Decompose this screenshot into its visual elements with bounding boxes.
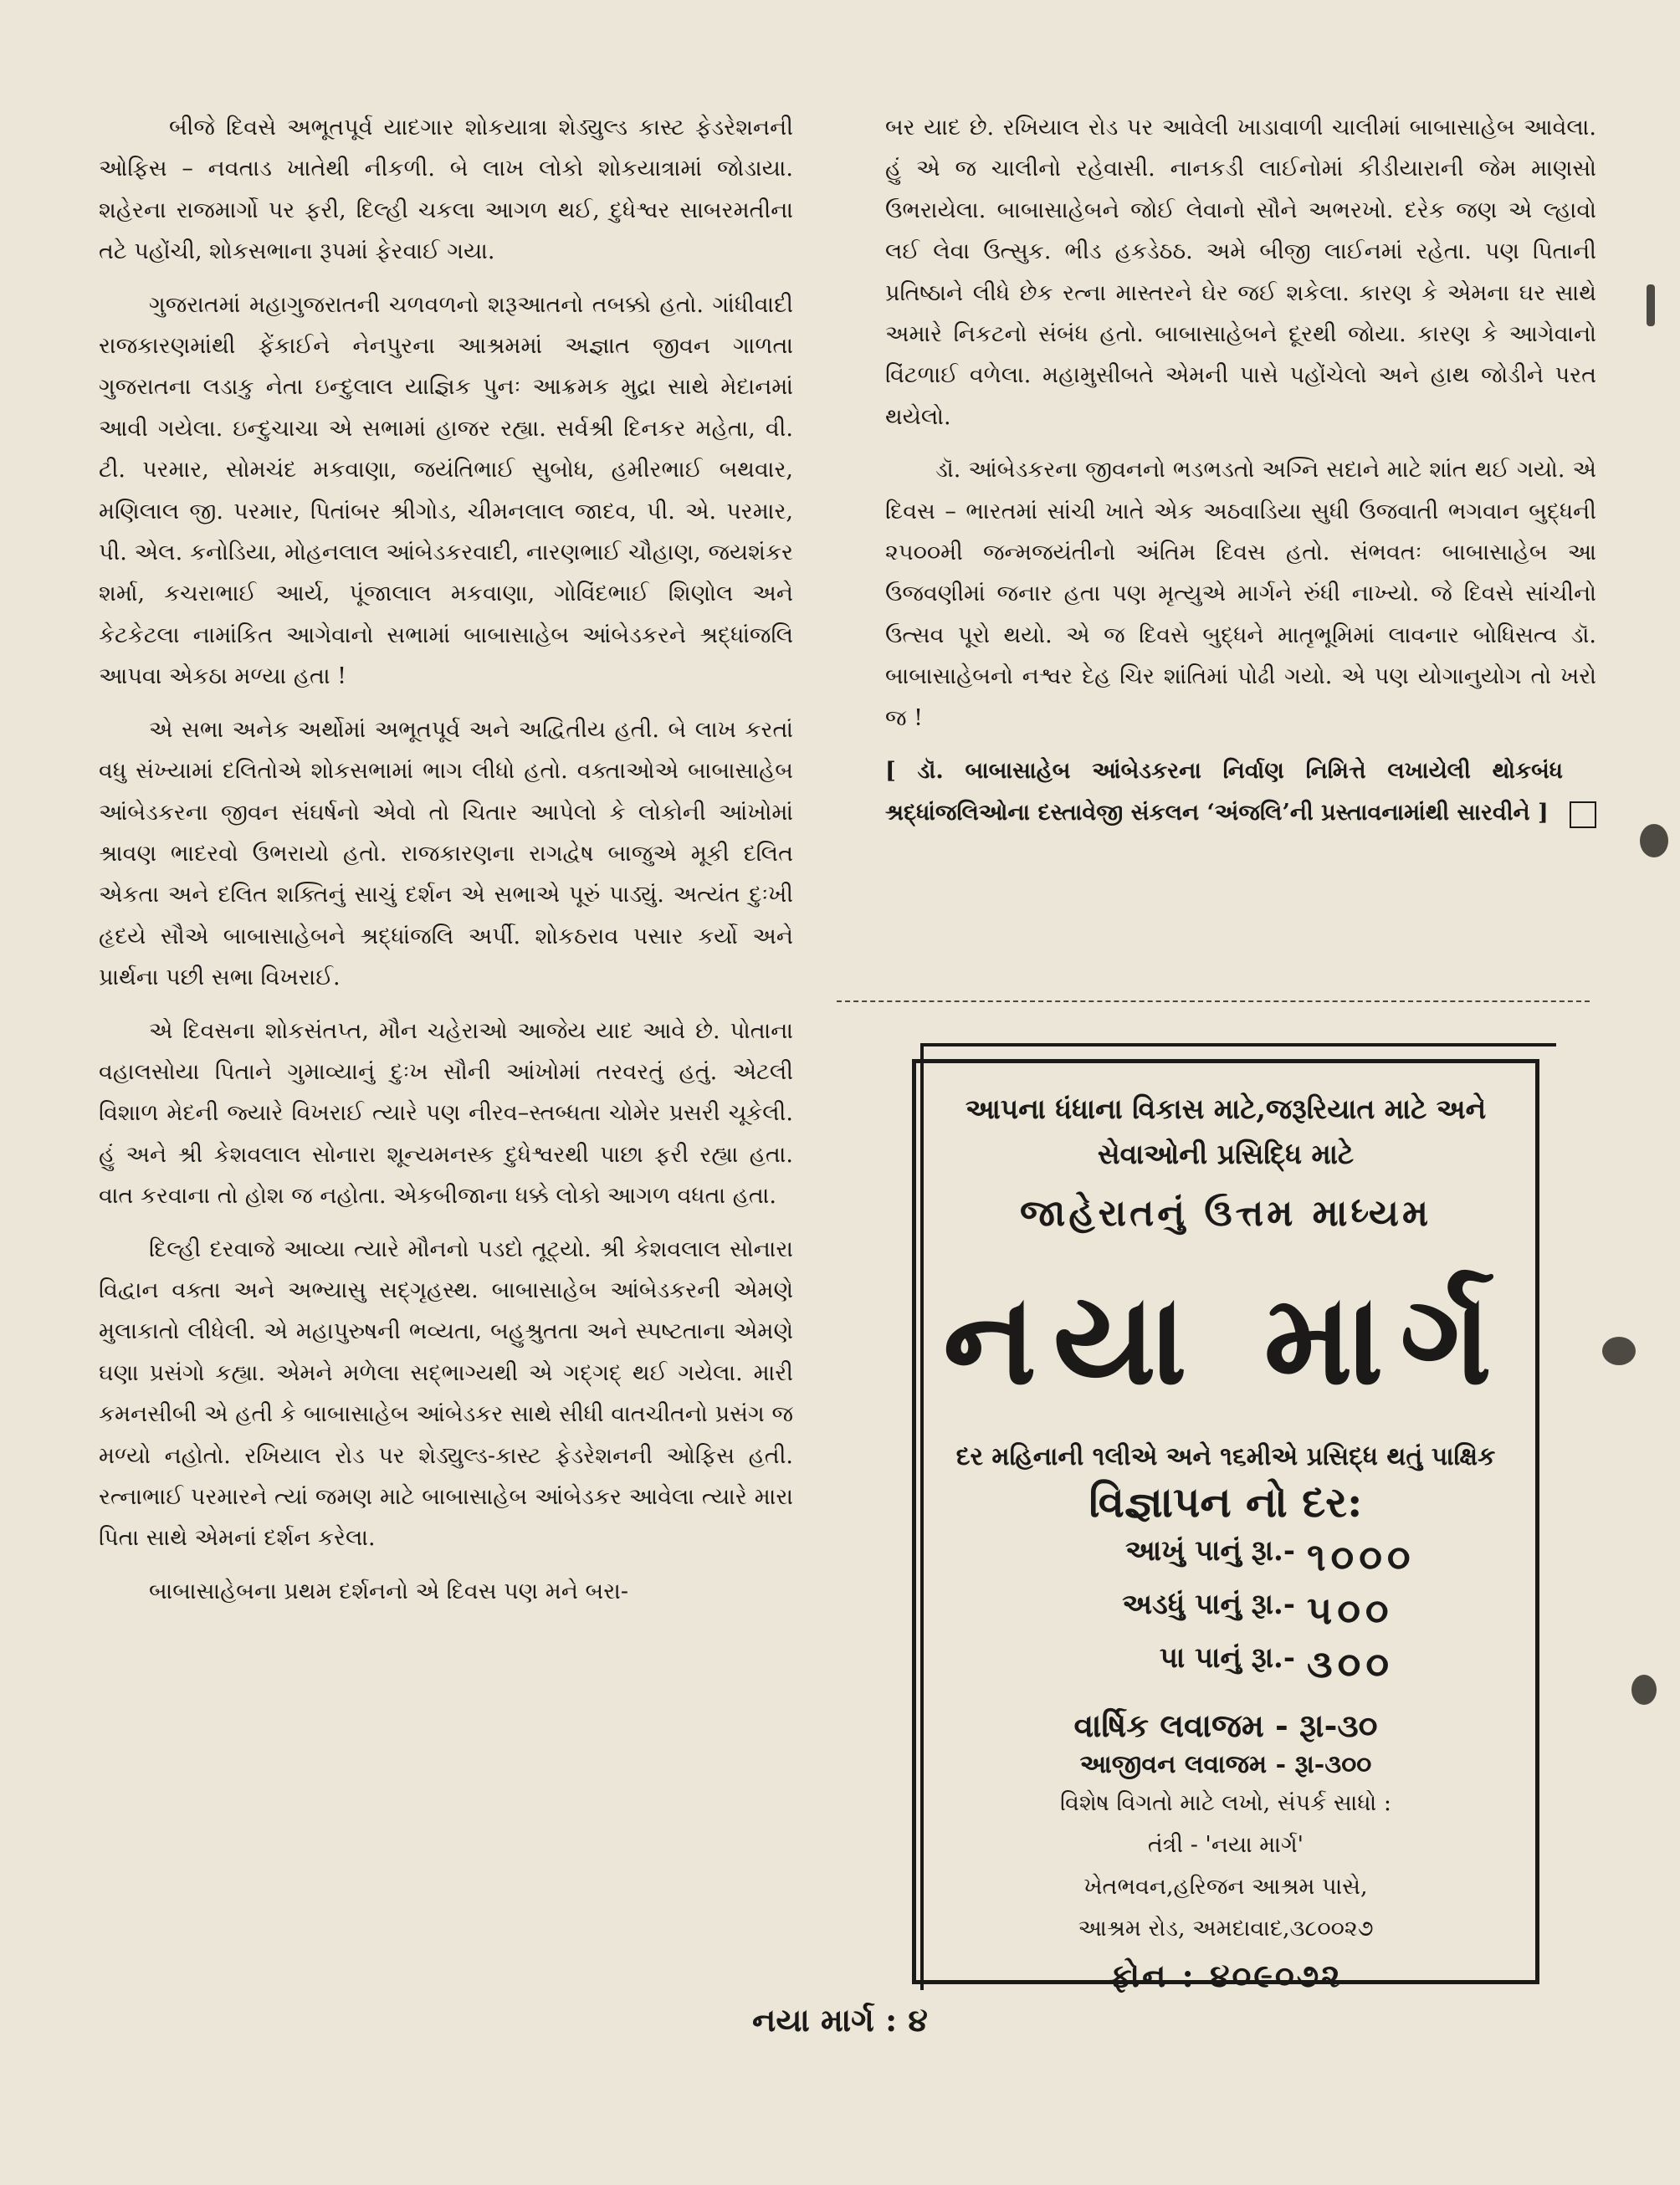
ad-contact-line: વિશેષ વિગતો માટે લખો, સંપર્ક સાધો : (1060, 1790, 1391, 1816)
page-footer-folio: નયા માર્ગ : ૪ (752, 2001, 928, 2039)
ad-tagline: જાહેરાતનું ઉત્તમ માધ્યમ (1019, 1192, 1432, 1235)
article-paragraph: બર યાદ છે. રખિયાલ રોડ પર આવેલી ખાડાવાળી ચાલીમાં બાબાસાહેબ આવેલા. હું એ જ ચાલીનો રહેવાસી. નાનકડી લાઈનોમાં કીડીયારાની જેમ માણસો ઉભરાયેલા. બાબાસાહેબને જોઈ લેવાનો સૌને અભરખો. દરેક જણ એ લ્હાવો લઈ લેવા ઉત્સુક. ભીડ હકડેઠઠ. અમે બીજી લાઈનમાં રહેતા. પણ પિતાની પ્રતિષ્ઠાને લીધે છેક રત્ના માસ્તરને ઘેર જઈ શકેલા. કારણ કે એમના ઘર સાથે અમારે નિકટનો સંબંધ હતો. બાબાસાહેબને દૂરથી જોયા. કારણ કે આગેવાનો વિંટળાઈ વળેલા. મહામુસીબતે એમની પાસે પહોંચેલો અને હાથ જોડીને પરત થયેલો. (885, 115, 1596, 430)
left-article-column (99, 107, 793, 1624)
ad-editor: તંત્રી - 'નયા માર્ગ' (1147, 1832, 1304, 1858)
article-paragraph: બીજે દિવસે અભૂતપૂર્વ યાદગાર શોકયાત્રા શેડ્યુલ્ડ કાસ્ટ ફેડરેશનની ઓફિસ – નવતાડ ખાતેથી નીકળી. બે લાખ લોકો શોકયાત્રામાં જોડાયા. શહેરના રાજમાર્ગો પર ફરી, દિલ્હી ચકલા આગળ થઈ, દુધેશ્વર સાબરમતીના તટે પહોંચી, શોકસભાના રૂપમાં ફેરવાઈ ગયા. (99, 115, 793, 265)
ad-lifetime-subscription: આજીવન લવાજમ - રૂા-૩૦૦ (1079, 1750, 1372, 1779)
article-paragraph: બાબાસાહેબના પ્રથમ દર્શનનો એ દિવસ પણ મને બરા- (149, 1578, 628, 1604)
paper-damage-mark (1631, 1675, 1657, 1705)
article-paragraph: એ સભા અનેક અર્થોમાં અભૂતપૂર્વ અને અદ્વિતીય હતી. બે લાખ કરતાં વધુ સંખ્યામાં દલિતોએ શોકસભામાં ભાગ લીધો હતો. વક્તાઓએ બાબાસાહેબ આંબેડકરના જીવન સંઘર્ષનો એવો તો ચિતાર આપેલો કે લોકોની આંખોમાં શ્રાવણ ભાદરવો ઉભરાયો હતો. રાજકારણના રાગદ્વેષ બાજુએ મૂકી દલિત એકતા અને દલિત શક્તિનું સાચું દર્શન એ સભાએ પૂરું પાડ્યું. અત્યંત દુઃખી હૃદયે સૌએ બાબાસાહેબને શ્રદ્ધાંજલિ અર્પી. શોકઠરાવ પસાર કર્યો અને પ્રાર્થના પછી સભા વિખરાઈ. (99, 716, 793, 991)
end-mark-box-icon (1570, 801, 1596, 828)
advertisement-box (912, 1059, 1539, 1994)
ad-rates-title: વિજ્ઞાપન નો દર: (1088, 1477, 1363, 1527)
rate-label: આખું પાનું રૂા.- (1125, 1534, 1295, 1568)
ad-annual-subscription: વાર્ષિક લવાજમ - રૂા-૩૦ (1073, 1707, 1378, 1744)
article-paragraph: દિલ્હી દરવાજે આવ્યા ત્યારે મૌનનો પડદો તૂટ્યો. શ્રી કેશવલાલ સોનારા વિદ્વાન વક્તા અને અભ્યાસુ સદ્ગૃહસ્થ. બાબાસાહેબ આંબેડકરની એમણે મુલાકાતો લીધેલી. એ મહાપુરુષની ભવ્યતા, બહુશ્રુતતા અને સ્પષ્ટતાના એમણે ઘણા પ્રસંગો કહ્યા. એમને મળેલા સદ્ભાગ્યથી એ ગદ્ગદ્ થઈ ગયેલા. મારી કમનસીબી એ હતી કે બાબાસાહેબ આંબેડકર સાથે સીધી વાતચીતનો પ્રસંગ જ મળ્યો નહોતો. રખિયાલ રોડ પર શેડ્યુલ્ડ-કાસ્ટ ફેડરેશનની ઓફિસ હતી. રત્નાભાઈ પરમારને ત્યાં જમણ માટે બાબાસાહેબ આંબેડકર આવેલા ત્યારે મારા પિતા સાથે એમનાં દર્શન કરેલા. (99, 1236, 793, 1552)
ad-phone: ફોન : ૪૦૯૦૭૨ (1109, 1957, 1343, 1994)
paper-damage-mark (1602, 1337, 1636, 1365)
rate-label: અડધું પાનું રૂા.- (1122, 1588, 1295, 1621)
ad-rate-row (1033, 1534, 1535, 1581)
article-paragraph: ડૉ. આંબેડકરના જીવનનો ભડભડતો અગ્નિ સદાને માટે શાંત થઈ ગયો. એ દિવસ – ભારતમાં સાંચી ખાતે એક અઠવાડિયા સુધી ઉજવાતી ભગવાન બુદ્ધની ૨૫૦૦મી જન્મજયંતીનો અંતિમ દિવસ હતો. સંભવતઃ બાબાસાહેબ આ ઉજવણીમાં જનાર હતા પણ મૃત્યુએ માર્ગને રુંધી નાખ્યો. જે દિવસે સાંચીનો ઉત્સવ પૂરો થયો. એ જ દિવસે બુદ્ધને માતૃભૂમિમાં લાવનાર બોધિસત્વ ડૉ. બાબાસાહેબનો નશ્વર દેહ ચિર શાંતિમાં પોઢી ગયો. એ પણ યોગાનુયોગ તો ખરો જ ! (885, 457, 1596, 731)
rate-value: ૧૦૦૦ (1307, 1534, 1416, 1579)
rate-label: પા પાનું રૂા.- (1159, 1641, 1295, 1675)
ad-rate-row (1033, 1641, 1535, 1688)
ad-brand-name: નયા માર્ગ (943, 1266, 1508, 1413)
rate-value: ૩૦૦ (1307, 1641, 1395, 1686)
ad-address-line-2: આશ્રમ રોડ, અમદાવાદ,૩૮૦૦૨૭ (1078, 1916, 1374, 1942)
paper-damage-mark (1640, 824, 1668, 857)
ad-intro-text: આપના ધંધાના વિકાસ માટે,જરૂરિયાત માટે અને સેવાઓની પ્રસિદ્ધિ માટે (965, 1092, 1487, 1170)
section-divider (837, 1000, 1590, 1002)
rate-value: ૫૦૦ (1307, 1588, 1394, 1633)
ad-rate-row (1033, 1588, 1535, 1635)
ad-publication-schedule: દર મહિનાની ૧લીએ અને ૧૬મીએ પ્રસિદ્ધ થતું પાક્ષિક (955, 1442, 1496, 1471)
source-note-text: [ ડૉ. બાબાસાહેબ આંબેડકરના નિર્વાણ નિમિત્તે લખાયેલી થોકબંધ શ્રદ્ધાંજલિઓના દસ્તાવેજી સંકલન ‘અંજલિ’ની પ્રસ્તાવનામાંથી સારવીને ] (885, 758, 1563, 826)
article-paragraph: ગુજરાતમાં મહાગુજરાતની ચળવળનો શરૂઆતનો તબક્કો હતો. ગાંધીવાદી રાજકારણમાંથી ફેંકાઈને નેનપુરના આશ્રમમાં અજ્ઞાત જીવન ગાળતા ગુજરાતના લડાકુ નેતા ઇન્દુલાલ યાજ્ઞિક પુનઃ આક્રમક મુદ્રા સાથે મેદાનમાં આવી ગયેલા. ઇન્દુચાચા એ સભામાં હાજર રહ્યા. સર્વશ્રી દિનકર મહેતા, વી. ટી. પરમાર, સોમચંદ મકવાણા, જયંતિભાઈ સુબોધ, હમીરભાઈ બથવાર, મણિલાલ જી. પરમાર, પિતાંબર શ્રીગોડ, ચીમનલાલ જાદવ, પી. એ. પરમાર, પી. એલ. કનોડિયા, મોહનલાલ આંબેડકરવાદી, નારણભાઈ ચૌહાણ, જયશંકર શર્મા, કચરાભાઈ આર્ય, પૂંજાલાલ મકવાણા, ગોવિંદભાઈ શિણોલ અને કેટકેટલા નામાંકિત આગેવાનો સભામાં બાબાસાહેબ આંબેડકરને શ્રદ્ધાંજલિ આપવા એકઠા મળ્યા હતા ! (99, 291, 793, 690)
paper-damage-mark (1647, 284, 1655, 326)
right-article-column (885, 107, 1596, 845)
source-note (885, 750, 1596, 833)
article-paragraph: એ દિવસના શોકસંતપ્ત, મૌન ચહેરાઓ આજેય યાદ આવે છે. પોતાના વહાલસોયા પિતાને ગુમાવ્યાનું દુઃખ સૌની આંખોમાં તરવરતું હતું. એટલી વિશાળ મેદની જ્યારે વિખરાઈ ત્યારે પણ નીરવ–સ્તબ્ધતા ચોમેર પ્રસરી ચૂકેલી. હું અને શ્રી કેશવલાલ સોનારા શૂન્યમનસ્ક દુધેશ્વરથી પાછા ફરી રહ્યા હતા. વાત કરવાના તો હોશ જ નહોતા. એકબીજાના ધક્કે લોકો આગળ વધતા હતા. (99, 1017, 793, 1210)
ad-address-line-1: ખેતભવન,હરિજન આશ્રમ પાસે, (1083, 1874, 1368, 1900)
